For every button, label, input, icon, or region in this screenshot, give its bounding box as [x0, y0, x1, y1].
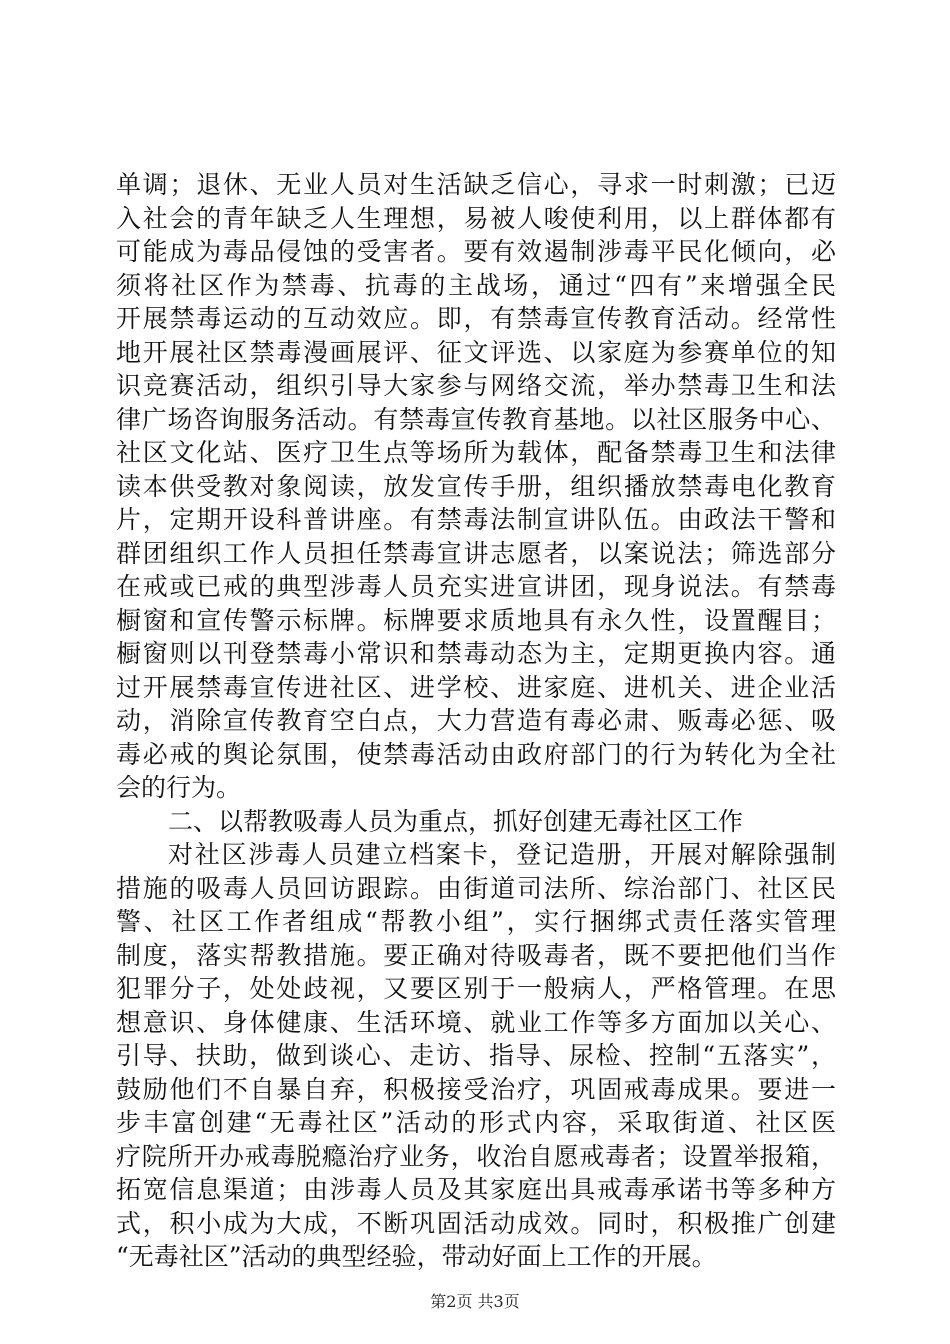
page-footer: 第2页 共3页	[430, 1292, 520, 1311]
section-heading: 二、以帮教吸毒人员为重点，抓好创建无毒社区工作	[168, 806, 744, 836]
text-line: 过开展禁毒宣传进社区、进学校、进家庭、进机关、进企业活	[116, 672, 836, 702]
text-line: 识竞赛活动，组织引导大家参与网络交流，举办禁毒卫生和法	[116, 371, 836, 400]
text-line: 片，定期开设科普讲座。有禁毒法制宣讲队伍。由政法干警和	[116, 505, 836, 534]
text-line: 毒必戒的舆论氛围，使禁毒活动由政府部门的行为转化为全社	[116, 739, 836, 769]
text-line: 开展禁毒运动的互动效应。即，有禁毒宣传教育活动。经常性	[116, 304, 836, 333]
text-line: 疗院所开办戒毒脱瘾治疗业务，收治自愿戒毒者；设置举报箱，	[116, 1141, 836, 1171]
text-line: 式，积小成为大成，不断巩固活动成效。同时，积极推广创建	[116, 1208, 836, 1238]
text-line: 橱窗则以刊登禁毒小常识和禁毒动态为主，定期更换内容。通	[116, 639, 836, 668]
text-line: “无毒社区”活动的典型经验，带动好面上工作的开展。	[116, 1242, 717, 1271]
text-line: 鼓励他们不自暴自弃，积极接受治疗，巩固戒毒成果。要进一	[116, 1074, 836, 1104]
text-line: 引导、扶助，做到谈心、走访、指导、尿检、控制“五落实”，	[116, 1041, 836, 1070]
text-line: 警、社区工作者组成“帮教小组”，实行捆绑式责任落实管理	[116, 907, 836, 936]
text-line: 社区文化站、医疗卫生点等场所为载体，配备禁毒卫生和法律	[116, 438, 836, 467]
text-line: 群团组织工作人员担任禁毒宣讲志愿者，以案说法；筛选部分	[116, 538, 836, 568]
text-line: 想意识、身体健康、生活环境、就业工作等多方面加以关心、	[116, 1007, 836, 1037]
paragraph-1	[116, 168, 836, 805]
text-line: 犯罪分子，处处歧视，又要区别于一般病人，严格管理。在思	[116, 974, 836, 1003]
text-line: 在戒或已戒的典型涉毒人员充实进宣讲团，现身说法。有禁毒	[116, 572, 836, 601]
text-line: 读本供受教对象阅读，放发宣传手册，组织播放禁毒电化教育	[116, 471, 836, 501]
text-line: 须将社区作为禁毒、抗毒的主战场，通过“四有”来增强全民	[116, 270, 836, 300]
paragraph-2	[116, 838, 836, 1274]
text-line: 对社区涉毒人员建立档案卡，登记造册，开展对解除强制	[168, 840, 836, 869]
text-line: 地开展社区禁毒漫画展评、征文评选、以家庭为参赛单位的知	[116, 337, 836, 367]
text-line: 入社会的青年缺乏人生理想，易被人唆使利用，以上群体都有	[116, 203, 836, 233]
text-line: 单调；退休、无业人员对生活缺乏信心，寻求一时刺激；已迈	[116, 170, 836, 199]
text-line: 拓宽信息渠道；由涉毒人员及其家庭出具戒毒承诺书等多种方	[116, 1175, 836, 1204]
text-line: 措施的吸毒人员回访跟踪。由街道司法所、综治部门、社区民	[116, 873, 836, 903]
text-line: 橱窗和宣传警示标牌。标牌要求质地具有永久性，设置醒目；	[116, 605, 836, 635]
text-line: 动，消除宣传教育空白点，大力营造有毒必肃、贩毒必惩、吸	[116, 706, 836, 735]
text-line: 会的行为。	[116, 773, 242, 802]
text-line: 可能成为毒品侵蚀的受害者。要有效遏制涉毒平民化倾向，必	[116, 237, 836, 266]
text-line: 律广场咨询服务活动。有禁毒宣传教育基地。以社区服务中心、	[116, 404, 836, 434]
text-line: 步丰富创建“无毒社区”活动的形式内容，采取街道、社区医	[116, 1108, 836, 1137]
text-line: 制度，落实帮教措施。要正确对待吸毒者，既不要把他们当作	[116, 940, 836, 970]
body-text	[116, 168, 836, 1274]
